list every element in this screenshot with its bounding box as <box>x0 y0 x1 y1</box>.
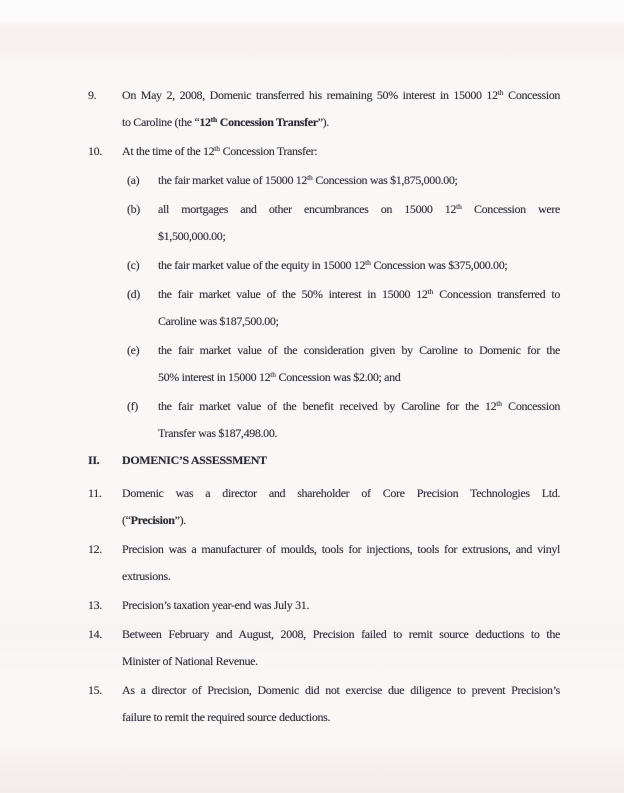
paragraph <box>88 82 560 136</box>
superscript: th <box>497 87 504 97</box>
item-number: 12. <box>88 542 102 556</box>
text-line <box>158 420 560 447</box>
text-line <box>122 138 560 165</box>
text-line <box>158 308 560 335</box>
item-text <box>122 447 560 474</box>
item-text <box>158 167 560 194</box>
item-number: (c) <box>127 258 140 272</box>
text-run: Caroline was $187,500.00; <box>158 314 279 328</box>
item-number: (b) <box>127 202 140 216</box>
item-number: II. <box>88 453 100 467</box>
item-text <box>158 196 560 250</box>
text-run: ”). <box>174 513 186 527</box>
superscript: th <box>307 172 313 182</box>
item-text <box>122 82 560 136</box>
text-run: Precision was a manufacturer of moulds, tools for injections, tools for extrusions, and vinyl <box>122 542 560 556</box>
text-line <box>122 563 560 590</box>
item-text <box>158 252 560 279</box>
text-run: Concession Transfer: <box>219 144 318 158</box>
text-run: At the time of the 12 <box>122 144 215 158</box>
text-run: Concession was $2.00; and <box>275 370 401 384</box>
text-line <box>122 82 560 109</box>
item-number: 10. <box>88 144 102 158</box>
item-text <box>158 337 560 391</box>
item-number: 11. <box>88 486 102 500</box>
text-run: Transfer was $187,498.00. <box>158 426 278 440</box>
text-run: (“ <box>122 513 131 527</box>
text-line <box>122 480 560 507</box>
text-run: As a director of Precision, Domenic did not exercise due diligence to prevent Precision’s <box>122 683 560 697</box>
subparagraph <box>88 393 560 447</box>
text-line <box>122 621 560 648</box>
item-text <box>122 677 560 731</box>
text-run: Concession was $1,875,000.00; <box>312 173 458 187</box>
text-run: the fair market value of the equity in 15000 12 <box>158 258 366 272</box>
text-run: Concession was $375,000.00; <box>370 258 508 272</box>
subparagraph <box>88 196 560 250</box>
text-run: Precision’s taxation year-end was July 31. <box>122 598 310 612</box>
item-text <box>122 480 560 534</box>
text-run: Domenic was a director and shareholder of Core Precision Technologies Ltd. <box>122 486 560 500</box>
text-line <box>122 109 560 136</box>
text-run: all mortgages and other encumbrances on 15000 12 <box>158 202 457 216</box>
item-text <box>122 138 560 165</box>
text-line <box>122 677 560 704</box>
text-run: to Caroline (the “ <box>122 115 200 129</box>
text-run: the fair market value of the benefit received by Caroline for the 12 <box>158 399 497 413</box>
superscript: th <box>365 257 371 267</box>
text-line <box>122 447 560 474</box>
text-run: Between February and August, 2008, Precision failed to remit source deductions to the <box>122 627 560 641</box>
superscript: th <box>427 286 434 296</box>
item-text <box>122 592 560 619</box>
text-run: Concession Transfer <box>217 115 318 129</box>
text-run: the fair market value of 15000 12 <box>158 173 308 187</box>
text-line <box>158 252 560 279</box>
superscript: th <box>456 201 462 211</box>
text-line <box>158 364 560 391</box>
text-run: Concession <box>501 399 560 413</box>
subparagraph <box>88 281 560 335</box>
item-number: 9. <box>88 88 97 102</box>
text-run: 12 <box>199 115 211 129</box>
text-line <box>122 704 560 731</box>
paragraph <box>88 138 560 165</box>
paragraph <box>88 592 560 619</box>
text-run: Concession transferred to <box>433 287 561 301</box>
text-run: the fair market value of the 50% interest in 15000 12 <box>158 287 428 301</box>
text-line <box>122 648 560 675</box>
text-line <box>158 223 560 250</box>
section-heading <box>88 447 560 474</box>
superscript: th <box>496 398 502 408</box>
item-text <box>158 281 560 335</box>
text-run: 50% interest in 15000 12 <box>158 370 271 384</box>
item-number: 13. <box>88 598 102 612</box>
paragraph <box>88 621 560 675</box>
item-number: (d) <box>127 287 140 301</box>
paragraph <box>88 536 560 590</box>
item-text <box>122 536 560 590</box>
text-line <box>158 281 560 308</box>
paragraph <box>88 480 560 534</box>
item-text <box>158 393 560 447</box>
subparagraph <box>88 252 560 279</box>
paragraph <box>88 677 560 731</box>
text-run: ”). <box>317 115 329 129</box>
text-line <box>122 592 560 619</box>
subparagraph <box>88 167 560 194</box>
superscript: th <box>270 369 276 379</box>
text-run: Minister of National Revenue. <box>122 654 258 668</box>
item-number: 14. <box>88 627 102 641</box>
text-run: failure to remit the required source deductions. <box>122 710 331 724</box>
item-number: (f) <box>127 399 138 413</box>
text-line <box>158 393 560 420</box>
item-text <box>122 621 560 675</box>
text-run: Concession were <box>461 202 561 216</box>
text-line <box>122 507 560 534</box>
text-run: On May 2, 2008, Domenic transferred his remaining 50% interest in 15000 12 <box>122 88 498 102</box>
text-run: $1,500,000.00; <box>158 229 226 243</box>
item-number: (e) <box>127 343 140 357</box>
text-run: DOMENIC’S ASSESSMENT <box>122 453 267 467</box>
text-run: extrusions. <box>122 569 171 583</box>
superscript: th <box>214 143 220 153</box>
text-line <box>158 196 560 223</box>
item-number: 15. <box>88 683 102 697</box>
superscript: th <box>210 114 218 124</box>
text-line <box>158 337 560 364</box>
document-body <box>88 0 560 733</box>
text-run: Concession <box>503 88 560 102</box>
text-line <box>122 536 560 563</box>
text-run: the fair market value of the consideration given by Caroline to Domenic for the <box>158 343 560 357</box>
subparagraph <box>88 337 560 391</box>
text-run: Precision <box>130 513 175 527</box>
text-line <box>158 167 560 194</box>
item-number: (a) <box>127 173 140 187</box>
